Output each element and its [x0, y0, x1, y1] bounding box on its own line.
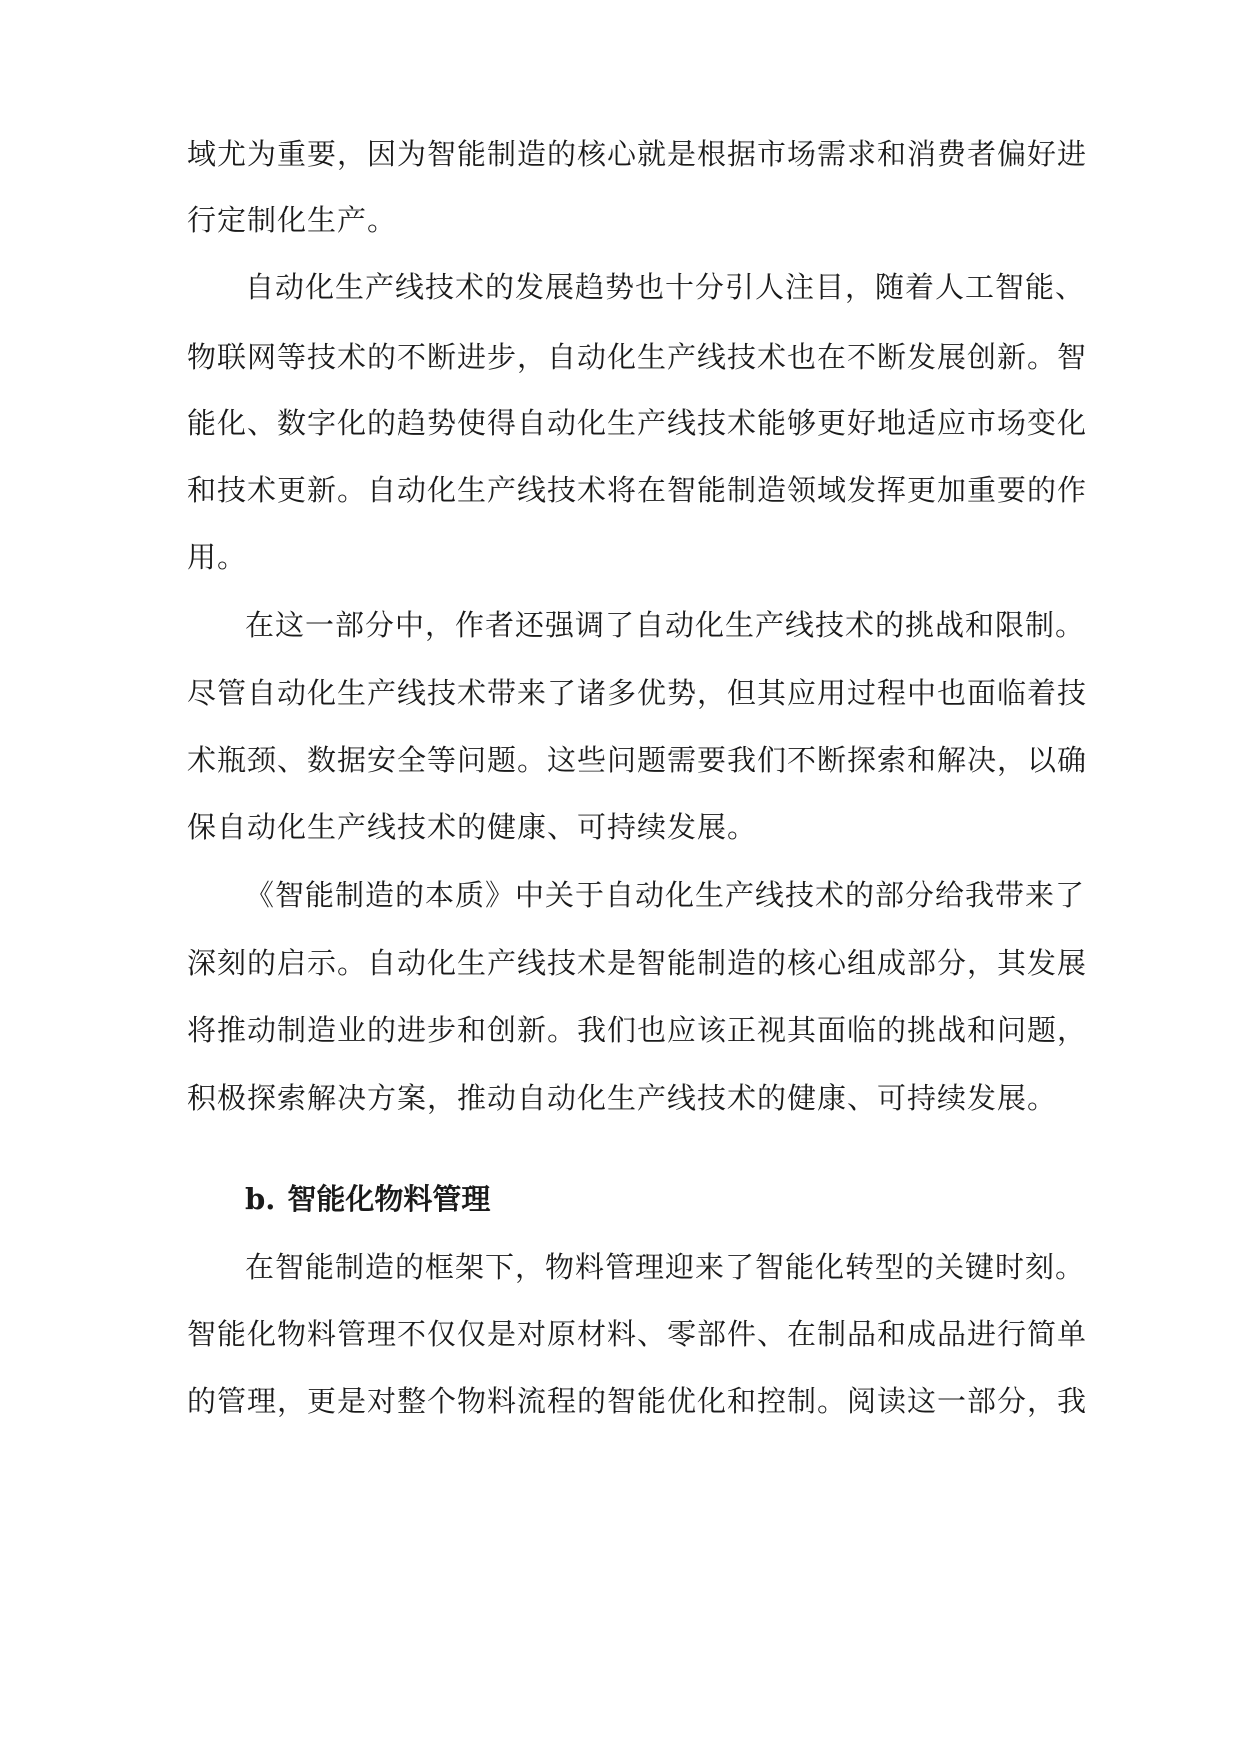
section-heading-marker: b. [245, 1182, 276, 1216]
paragraph-line: 在这一部分中，作者还强调了自动化生产线技术的挑战和限制。 [245, 608, 1086, 642]
paragraph-line: 尽管自动化生产线技术带来了诸多优势，但其应用过程中也面临着技 [187, 676, 1088, 710]
paragraph-line: 能化、数字化的趋势使得自动化生产线技术能够更好地适应市场变化 [187, 406, 1088, 440]
section-heading [245, 1179, 490, 1219]
paragraph-line: 术瓶颈、数据安全等问题。这些问题需要我们不断探索和解决，以确 [187, 743, 1088, 777]
paragraph-line: 保自动化生产线技术的健康、可持续发展。 [187, 810, 758, 844]
paragraph-line: 的管理，更是对整个物料流程的智能优化和控制。阅读这一部分，我 [187, 1384, 1088, 1418]
paragraph-line: 智能化物料管理不仅仅是对原材料、零部件、在制品和成品进行简单 [187, 1317, 1088, 1351]
paragraph-line: 在智能制造的框架下，物料管理迎来了智能化转型的关键时刻。 [245, 1250, 1086, 1284]
paragraph-line: 域尤为重要，因为智能制造的核心就是根据市场需求和消费者偏好进 [187, 137, 1088, 171]
paragraph-line: 物联网等技术的不断进步，自动化生产线技术也在不断发展创新。智 [187, 340, 1088, 374]
paragraph-line: 行定制化生产。 [187, 203, 398, 237]
paragraph-line: 自动化生产线技术的发展趋势也十分引人注目，随着人工智能、 [245, 270, 1086, 304]
paragraph-line: 用。 [187, 540, 248, 574]
paragraph-line: 将推动制造业的进步和创新。我们也应该正视其面临的挑战和问题， [187, 1013, 1088, 1047]
section-heading-title: 智能化物料管理 [287, 1182, 491, 1216]
paragraph-line: 积极探索解决方案，推动自动化生产线技术的健康、可持续发展。 [187, 1081, 1058, 1115]
paragraph-line: 深刻的启示。自动化生产线技术是智能制造的核心组成部分，其发展 [187, 946, 1088, 980]
paragraph-line: 《智能制造的本质》中关于自动化生产线技术的部分给我带来了 [245, 878, 1086, 912]
paragraph-line: 和技术更新。自动化生产线技术将在智能制造领域发挥更加重要的作 [187, 473, 1088, 507]
